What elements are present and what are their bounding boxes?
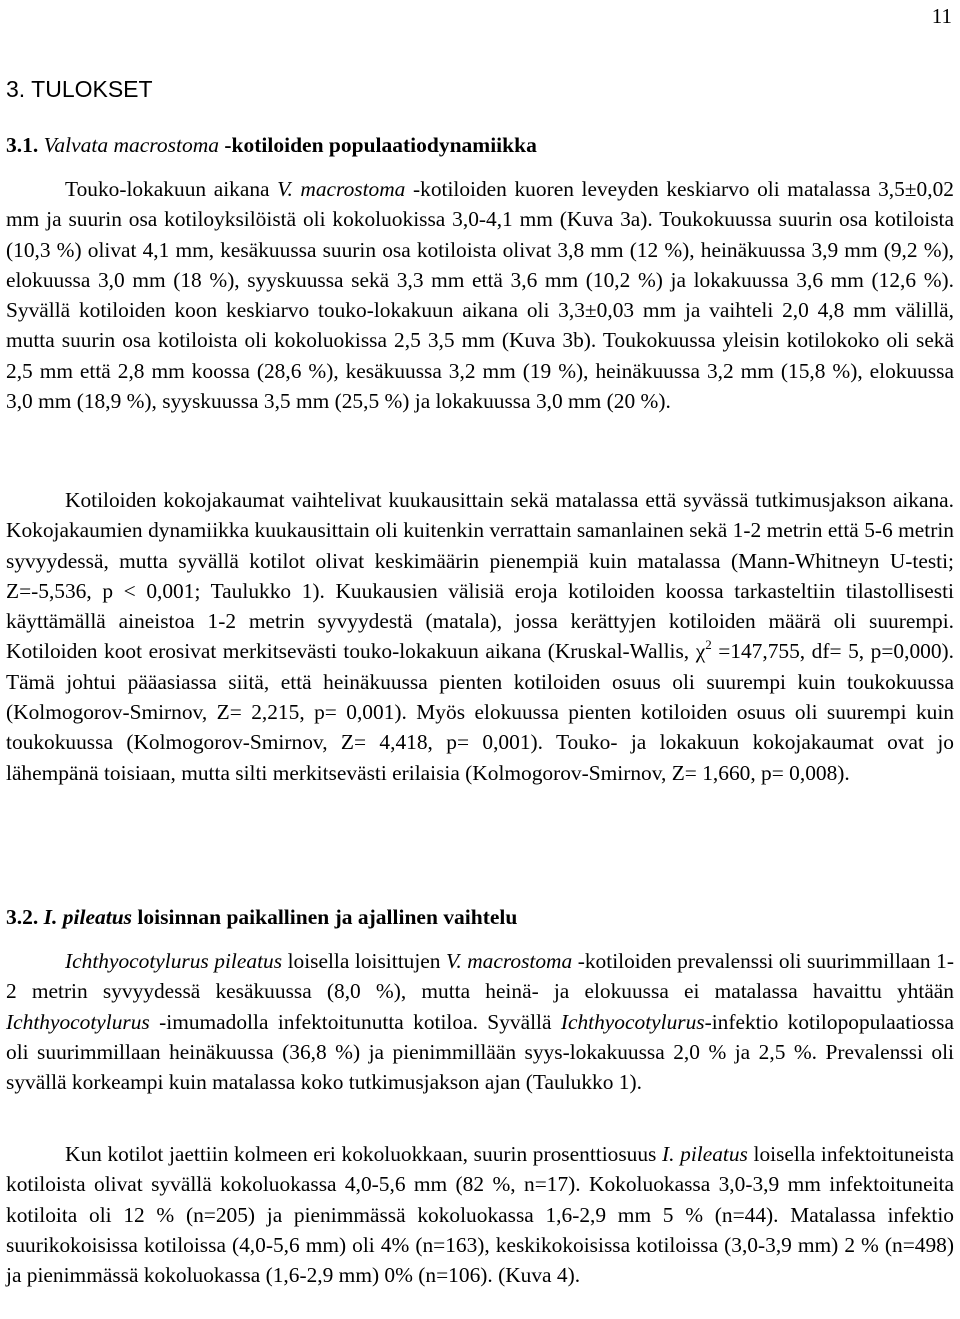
species-name: I. pileatus [662, 1142, 748, 1166]
species-name: Ichthyocotylurus [560, 1009, 705, 1034]
subsection-heading-3-2 [6, 905, 517, 930]
text-run: =147,755, df= 5, p=0,000). Tämä johtui pääasiassa siitä, että heinäkuussa pienten kotiloiden osuus oli suurempi kuin toukokuussa (Kolmogorov-Smirnov, Z= 2,215, p= 0,001). Myös elokuussa pienten kotiloiden osuus oli suurempi kuin toukokuussa (Kolmogorov-Smirnov, Z= 4,418, p= 0,001). Touko- ja lokakuun kokojakaumat ovat jo lähempänä toisiaan, mutta silti merkitsevästi erilaisia (Kolmogorov-Smirnov, Z= 1,660, p= 0,008). [6, 639, 954, 785]
text-run: -imumadolla infektoitunutta kotiloa. Syvällä [149, 1009, 561, 1034]
species-name: Ichthyocotylurus [6, 1009, 150, 1034]
subsection-title: loisinnan paikallinen ja ajallinen vaihtelu [132, 905, 518, 929]
superscript: 2 [705, 637, 712, 653]
text-run: Kotiloiden kokojakaumat vaihtelivat kuukausittain sekä matalassa että syvässä tutkimusjakson aikana. Kokojakaumien dynamiikka kuukausittain oli kuitenkin verrattain samanlainen sekä 1-2 metrin että 5-6 metrin syvyydessä, mutta syvällä kotilot olivat keskimäärin pienempiä kuin matalassa (Mann-Whitneyn U-testi; Z=-5,536, p < 0,001; Taulukko 1). Kuukausien välisiä eroja kotiloiden koossa tarkasteltiin tilastollisesti käyttämällä aineistoa 1-2 metrin syvyydestä (matala), jossa kerättyjen kotiloiden määrä oli suurempi. Kotiloiden koot erosivat merkitsevästi touko-lokakuun aikana (Kruskal-Wallis, [6, 488, 954, 664]
subsection-number: 3.2. [6, 905, 39, 929]
text-run: Kun kotilot jaettiin kolmeen eri kokoluokkaan, suurin prosenttiosuus [65, 1142, 663, 1166]
text-run: loisella loisittujen [282, 949, 447, 973]
subsection-title: -kotiloiden populaatiodynamiikka [224, 133, 537, 157]
text-run: -kotiloiden kuoren leveyden keskiarvo oli matalassa 3,5±0,02 mm ja suurin osa kotiloyksilöistä oli kokoluokissa 3,0-4,1 mm (Kuva 3a). Toukokuussa suurin osa kotiloista (10,3 %) olivat 4,1 mm, kesäkuussa suurin osa kotiloista olivat 3,8 mm (12 %), heinäkuussa 3,9 mm (9,2 %), elokuussa 3,0 mm (18 %), syyskuussa sekä 3,3 mm että 3,6 mm (10,2 %) ja lokakuussa 3,6 mm (12,6 %). Syvällä kotiloiden koon keskiarvo touko-lokakuun aikana oli 3,3±0,03 mm ja vaihteli 2,0 4,8 mm välillä, mutta suurin osa kotiloista oli kokoluokissa 2,5 3,5 mm (Kuva 3b). Toukokuussa yleisin kotilokoko oli sekä 2,5 mm että 2,8 mm koossa (28,6 %), kesäkuussa 3,2 mm (19 %), heinäkuussa 3,2 mm (15,8 %), elokuussa 3,0 mm (18,9 %), syyskuussa 3,5 mm (25,5 %) ja lokakuussa 3,0 mm (20 %). [6, 177, 954, 414]
species-name: V. macrostoma [446, 949, 573, 973]
text-run: Touko-lokakuun aikana [65, 177, 278, 201]
section-heading: 3. TULOKSET [6, 76, 153, 102]
paragraph-size-distribution [6, 174, 954, 416]
paragraph-size-dynamics [6, 485, 954, 788]
species-name: Ichthyocotylurus pileatus [65, 949, 283, 973]
chi-symbol: χ [695, 639, 706, 664]
species-name: Valvata macrostoma [43, 133, 219, 157]
subsection-heading-3-1 [6, 133, 537, 158]
page-number: 11 [931, 4, 952, 28]
species-name: V. macrostoma [277, 177, 406, 201]
species-name: I. pileatus [43, 905, 133, 929]
text-run: -infektio kotilopopulaatiossa oli suurimmillaan heinäkuussa (36,8 %) ja pienimmillään syys-lokakuussa 2,0 % ja 2,5 %. Prevalenssi oli syvällä korkeampi kuin matalassa koko tutkimusjakson ajan (Taulukko 1). [6, 1009, 955, 1095]
paragraph-prevalence [6, 946, 954, 1097]
text-run: -kotiloiden prevalenssi oli suurimmillaan 1-2 metrin syvyydessä kesäkuussa (8,0 %), mutta heinä- ja elokuussa ei matalassa havaittu yhtään [6, 949, 954, 1004]
paragraph-size-classes [6, 1139, 954, 1290]
text-run: loisella infektoituneista kotiloista olivat syvällä kokoluokassa 4,0-5,6 mm (82 %, n=17). Kokoluokassa 3,0-3,9 mm infektoituneita kotiloita oli 12 % (n=205) ja pienimmässä kokoluokassa 1,6-2,9 mm 5 % (n=44). Matalassa infektio suurikokoisissa kotiloissa (4,0-5,6 mm) oli 4% (n=163), keskikokoisissa kotiloissa (3,0-3,9 mm) 2 % (n=498) ja pienimmässä kokoluokassa (1,6-2,9 mm) 0% (n=106). (Kuva 4). [6, 1142, 954, 1288]
subsection-number: 3.1. [6, 133, 39, 157]
